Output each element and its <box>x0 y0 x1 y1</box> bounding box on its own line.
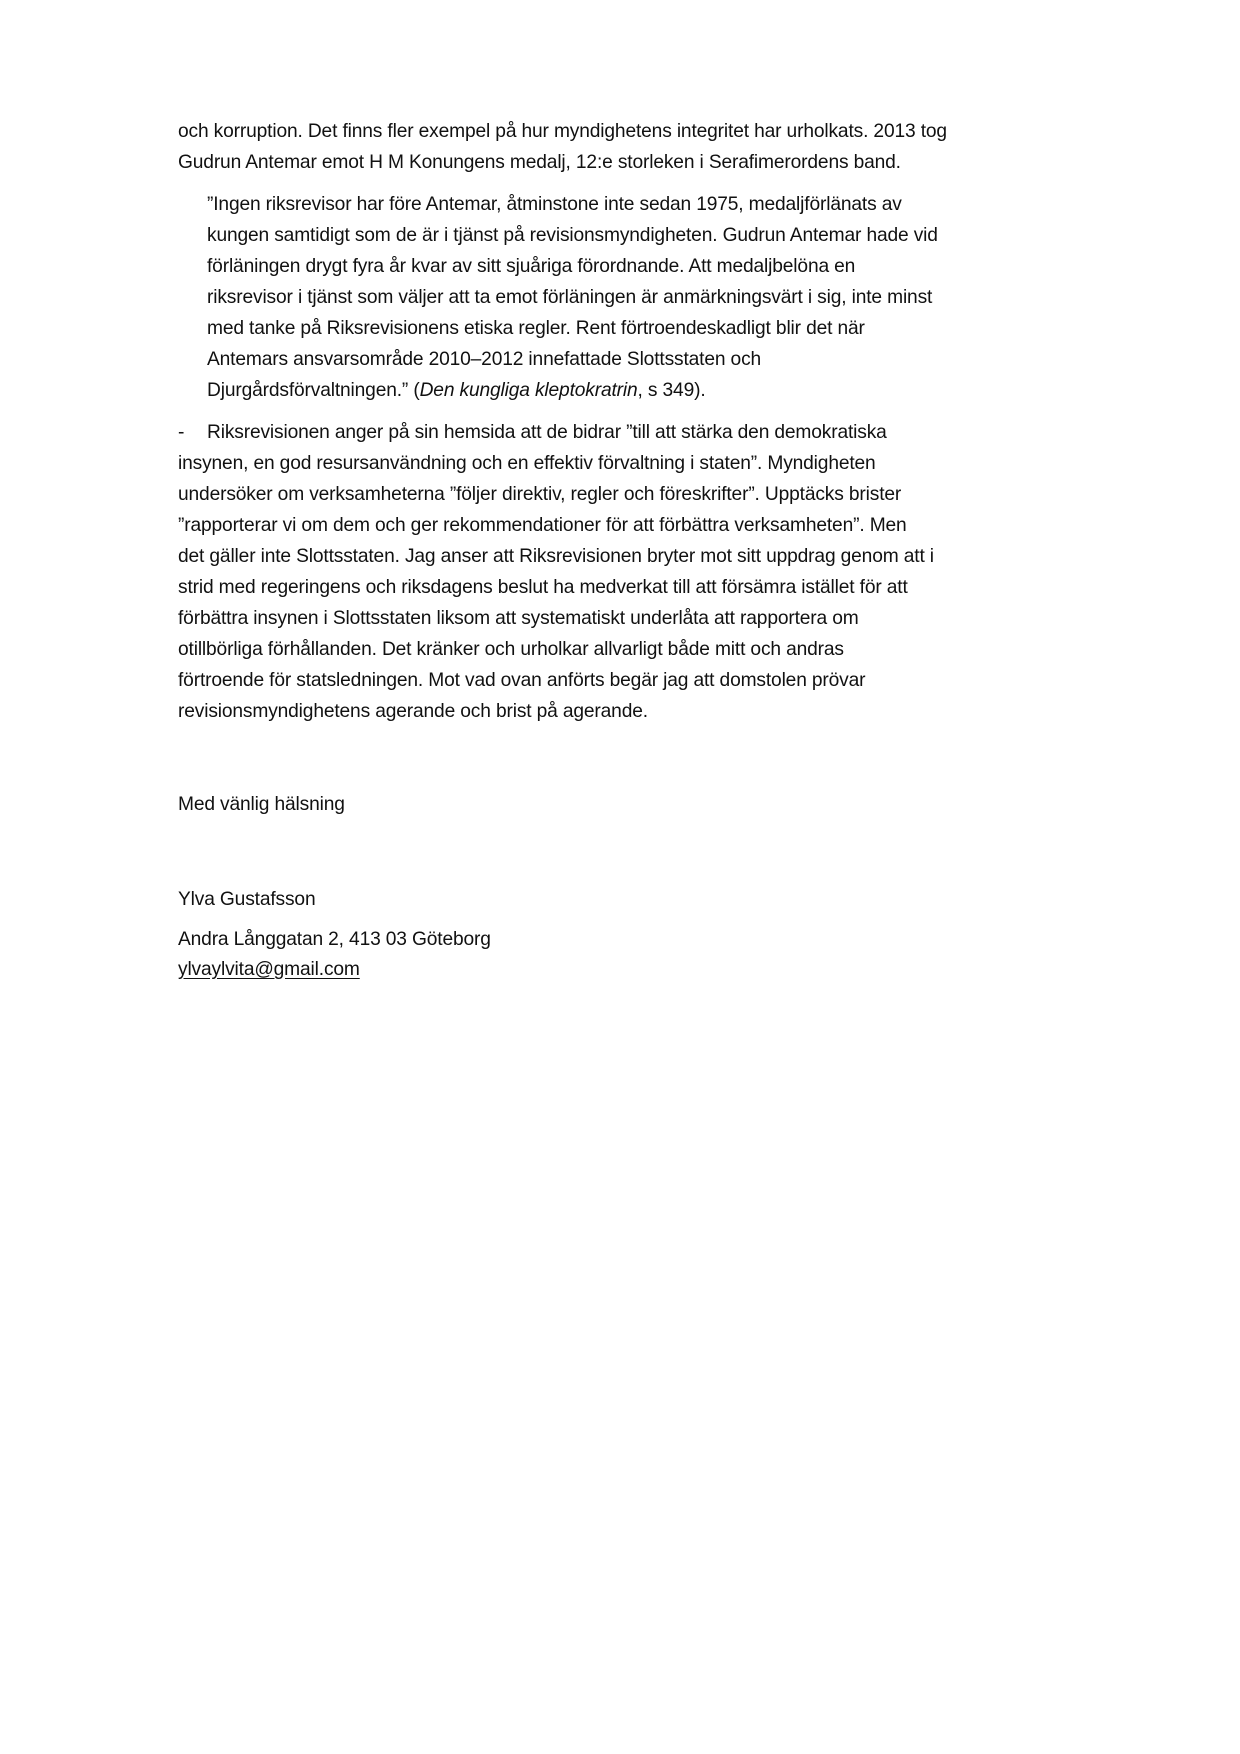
signature-name: Ylva Gustafsson <box>178 889 316 910</box>
text-line: förbättra insynen i Slottsstaten liksom att systematiskt underlåta att rapportera om <box>178 608 859 629</box>
text-line: och korruption. Det finns fler exempel på hur myndighetens integritet har urholkats. 2013 tog <box>178 121 947 142</box>
text-line: Gudrun Antemar emot H M Konungens medalj, 12:e storleken i Serafimerordens band. <box>178 152 901 173</box>
citation-title: Den kungliga kleptokratrin <box>419 380 638 401</box>
text-line: undersöker om verksamheterna ”följer direktiv, regler och föreskrifter”. Upptäcks brister <box>178 484 902 505</box>
text-line: revisionsmyndighetens agerande och brist på agerande. <box>178 701 648 722</box>
quote-line: riksrevisor i tjänst som väljer att ta emot förläningen är anmärkningsvärt i sig, inte minst <box>207 287 933 308</box>
text-line: otillbörliga förhållanden. Det kränker och urholkar allvarligt både mitt och andras <box>178 639 844 660</box>
block-quote <box>207 189 1058 406</box>
text-line: det gäller inte Slottsstaten. Jag anser att Riksrevisionen bryter mot sitt uppdrag genom att i <box>178 546 934 567</box>
quote-citation-line <box>207 375 1058 406</box>
intro-paragraph <box>178 116 1058 178</box>
closing-salutation: Med vänlig hälsning <box>178 794 345 815</box>
document-body <box>178 116 1058 985</box>
text-line: Riksrevisionen anger på sin hemsida att de bidrar ”till att stärka den demokratiska <box>207 422 887 443</box>
bullet-first-line <box>178 417 1058 448</box>
email-link[interactable]: ylvaylvita@gmail.com <box>178 959 360 980</box>
text-line: ”rapporterar vi om dem och ger rekommendationer för att förbättra verksamheten”. Men <box>178 515 907 536</box>
postal-address: Andra Långgatan 2, 413 03 Göteborg <box>178 929 491 950</box>
quote-line: Antemars ansvarsområde 2010–2012 innefattade Slottsstaten och <box>207 349 762 370</box>
quote-line: förläningen drygt fyra år kvar av sitt sjuåriga förordnande. Att medaljbelöna en <box>207 256 856 277</box>
quote-line: kungen samtidigt som de är i tjänst på revisionsmyndigheten. Gudrun Antemar hade vid <box>207 225 938 246</box>
bullet-dash: - <box>178 422 185 443</box>
main-paragraph <box>178 417 1058 727</box>
text-line: insynen, en god resursanvändning och en effektiv förvaltning i staten”. Myndigheten <box>178 453 876 474</box>
text-line: strid med regeringens och riksdagens beslut ha medverkat till att försämra istället för att <box>178 577 908 598</box>
quote-line: med tanke på Riksrevisionens etiska regler. Rent förtroendeskadligt blir det när <box>207 318 865 339</box>
quote-line: ”Ingen riksrevisor har före Antemar, åtminstone inte sedan 1975, medaljförlänats av <box>207 194 902 215</box>
citation-page: , s 349). <box>637 380 706 401</box>
quote-last-text: Djurgårdsförvaltningen.” ( <box>207 380 420 401</box>
text-line: förtroende för statsledningen. Mot vad ovan anförts begär jag att domstolen prövar <box>178 670 866 691</box>
